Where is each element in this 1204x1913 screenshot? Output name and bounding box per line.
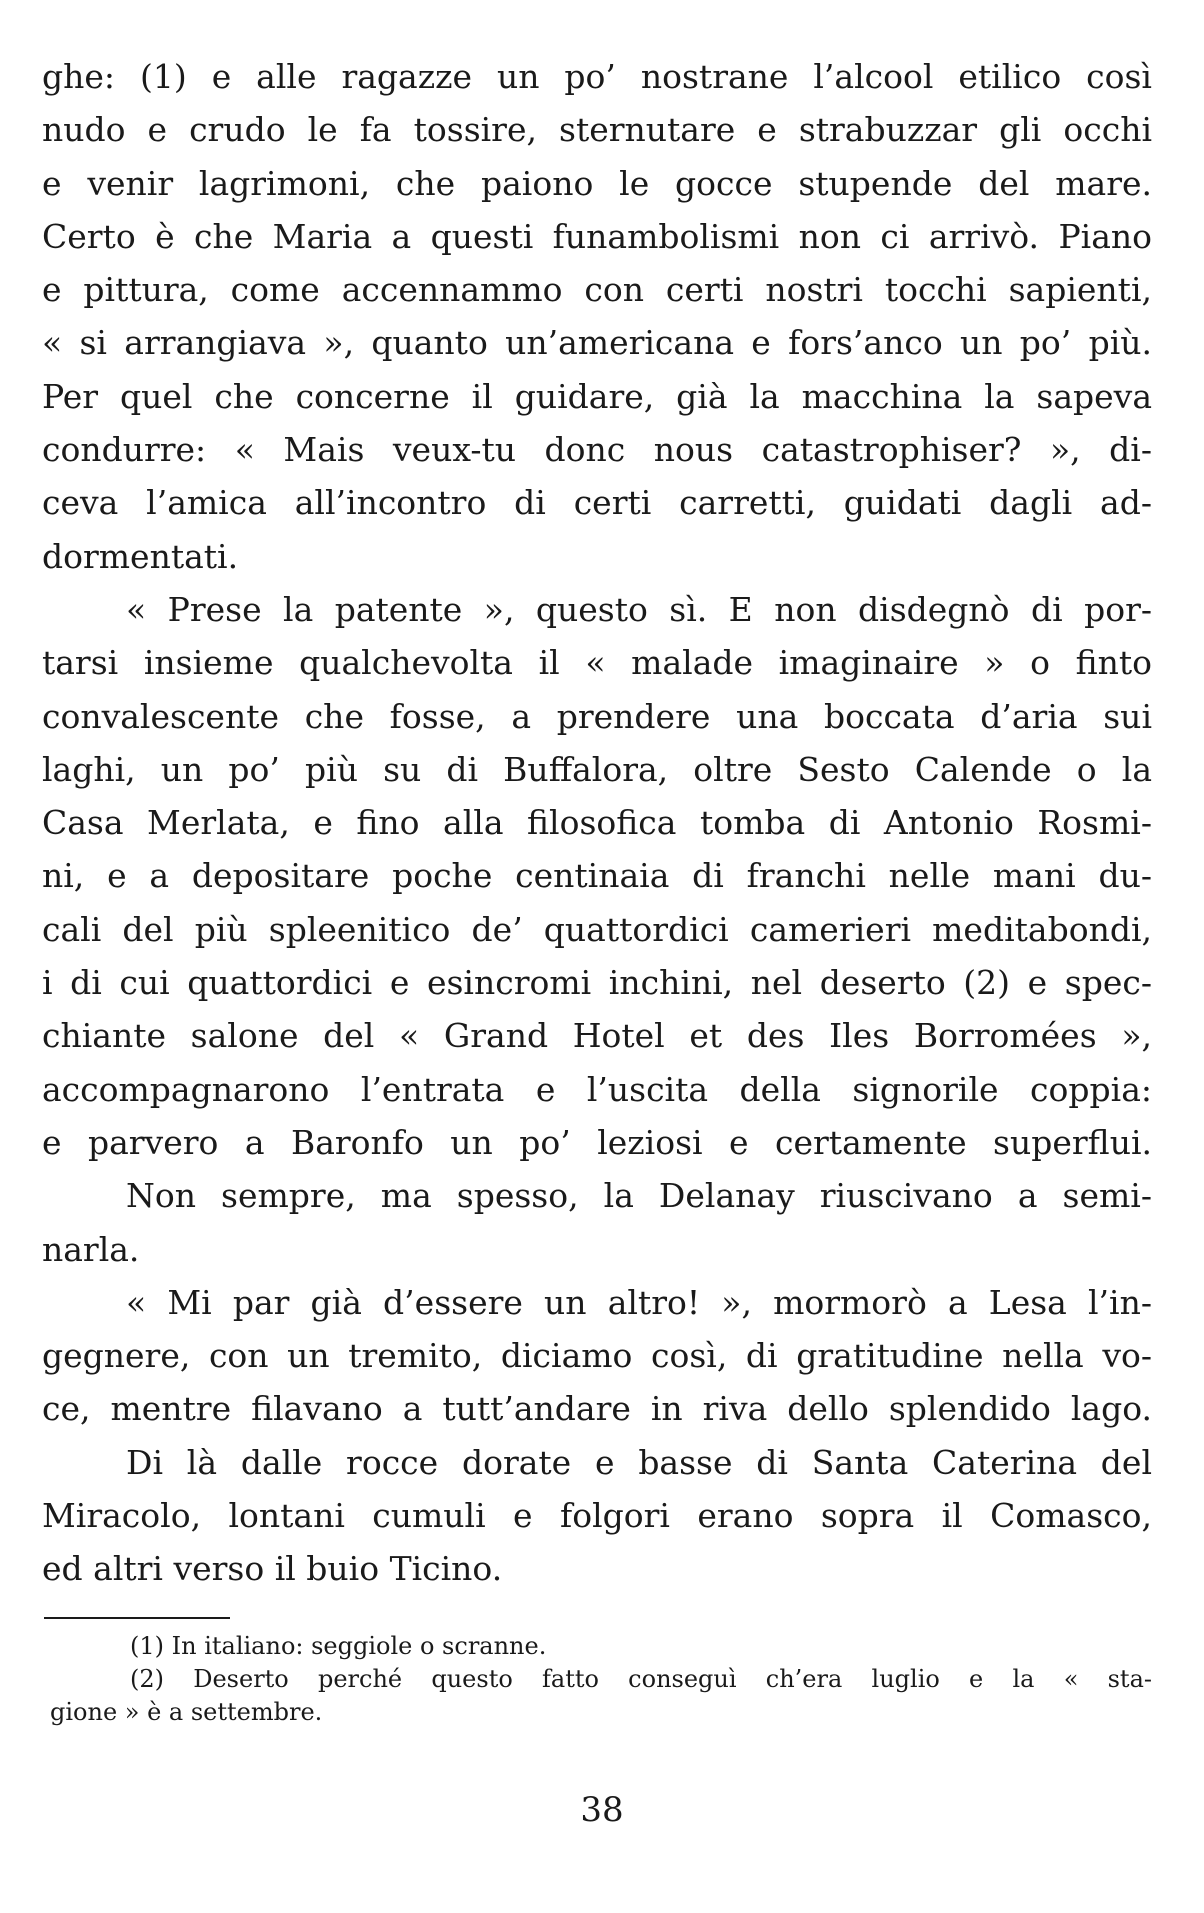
- paragraph-4: [42, 1276, 1152, 1436]
- footnote-separator: [44, 1617, 230, 1619]
- text-line: accompagnarono l’entrata e l’uscita della signorile coppia:: [42, 1069, 1152, 1109]
- text-line: narla.: [42, 1229, 140, 1269]
- footnotes: [50, 1630, 1152, 1729]
- text-line: Miracolo, lontani cumuli e folgori erano sopra il Comasco,: [42, 1496, 1152, 1536]
- paragraph-1: [42, 50, 1152, 583]
- text-line: condurre: « Mais veux-tu donc nous catastrophiser? », di-: [42, 430, 1152, 470]
- text-line: chiante salone del « Grand Hotel et des Iles Borromées »,: [42, 1016, 1152, 1056]
- paragraph-5: [42, 1436, 1152, 1596]
- text-line: e pittura, come accennammo con certi nostri tocchi sapienti,: [42, 270, 1152, 310]
- text-line: nudo e crudo le fa tossire, sternutare e strabuzzar gli occhi: [42, 110, 1152, 150]
- text-line: Di là dalle rocce dorate e basse di Santa Caterina del: [126, 1442, 1152, 1482]
- text-line: gegnere, con un tremito, diciamo così, di gratitudine nella vo-: [42, 1336, 1152, 1376]
- text-line: « si arrangiava », quanto un’americana e fors’anco un po’ più.: [42, 323, 1152, 363]
- text-line: ni, e a depositare poche centinaia di franchi nelle mani du-: [42, 856, 1152, 896]
- footnote-2-continuation: gione » è a settembre.: [50, 1698, 323, 1726]
- text-line: Per quel che concerne il guidare, già la macchina la sapeva: [42, 376, 1152, 416]
- text-line: ed altri verso il buio Ticino.: [42, 1549, 503, 1589]
- paragraph-3: [42, 1169, 1152, 1276]
- text-line: Non sempre, ma spesso, la Delanay riuscivano a semi-: [126, 1176, 1152, 1216]
- text-line: « Prese la patente », questo sì. E non disdegnò di por-: [126, 589, 1152, 629]
- footnote-1: (1) In italiano: seggiole o scranne.: [130, 1632, 547, 1660]
- text-line: cali del più spleenitico de’ quattordici camerieri meditabondi,: [42, 909, 1152, 949]
- text-line: Certo è che Maria a questi funambolismi non ci arrivò. Piano: [42, 216, 1152, 256]
- text-line: i di cui quattordici e esincromi inchini, nel deserto (2) e spec-: [42, 963, 1152, 1003]
- text-line: e venir lagrimoni, che paiono le gocce stupende del mare.: [42, 163, 1152, 203]
- text-line: ghe: (1) e alle ragazze un po’ nostrane l’alcool etilico così: [42, 57, 1152, 96]
- text-line: dormentati.: [42, 536, 239, 576]
- text-line: laghi, un po’ più su di Buffalora, oltre Sesto Calende o la: [42, 749, 1152, 789]
- body-text: [42, 50, 1152, 1596]
- page-number: 38: [580, 1790, 624, 1830]
- text-line: tarsi insieme qualchevolta il « malade imaginaire » o finto: [42, 643, 1152, 683]
- text-line: e parvero a Baronfo un po’ leziosi e certamente superflui.: [42, 1122, 1152, 1162]
- text-line: ce, mentre filavano a tutt’andare in riva dello splendido lago.: [42, 1389, 1152, 1429]
- text-line: ceva l’amica all’incontro di certi carretti, guidati dagli ad-: [42, 483, 1152, 523]
- text-line: « Mi par già d’essere un altro! », mormorò a Lesa l’in-: [126, 1282, 1152, 1322]
- text-line: Casa Merlata, e fino alla filosofica tomba di Antonio Rosmi-: [42, 803, 1152, 843]
- footnote-2: (2) Deserto perché questo fatto conseguì ch’era luglio e la « sta-: [130, 1665, 1152, 1693]
- text-line: convalescente che fosse, a prendere una boccata d’aria sui: [42, 696, 1152, 736]
- paragraph-2: [42, 583, 1152, 1169]
